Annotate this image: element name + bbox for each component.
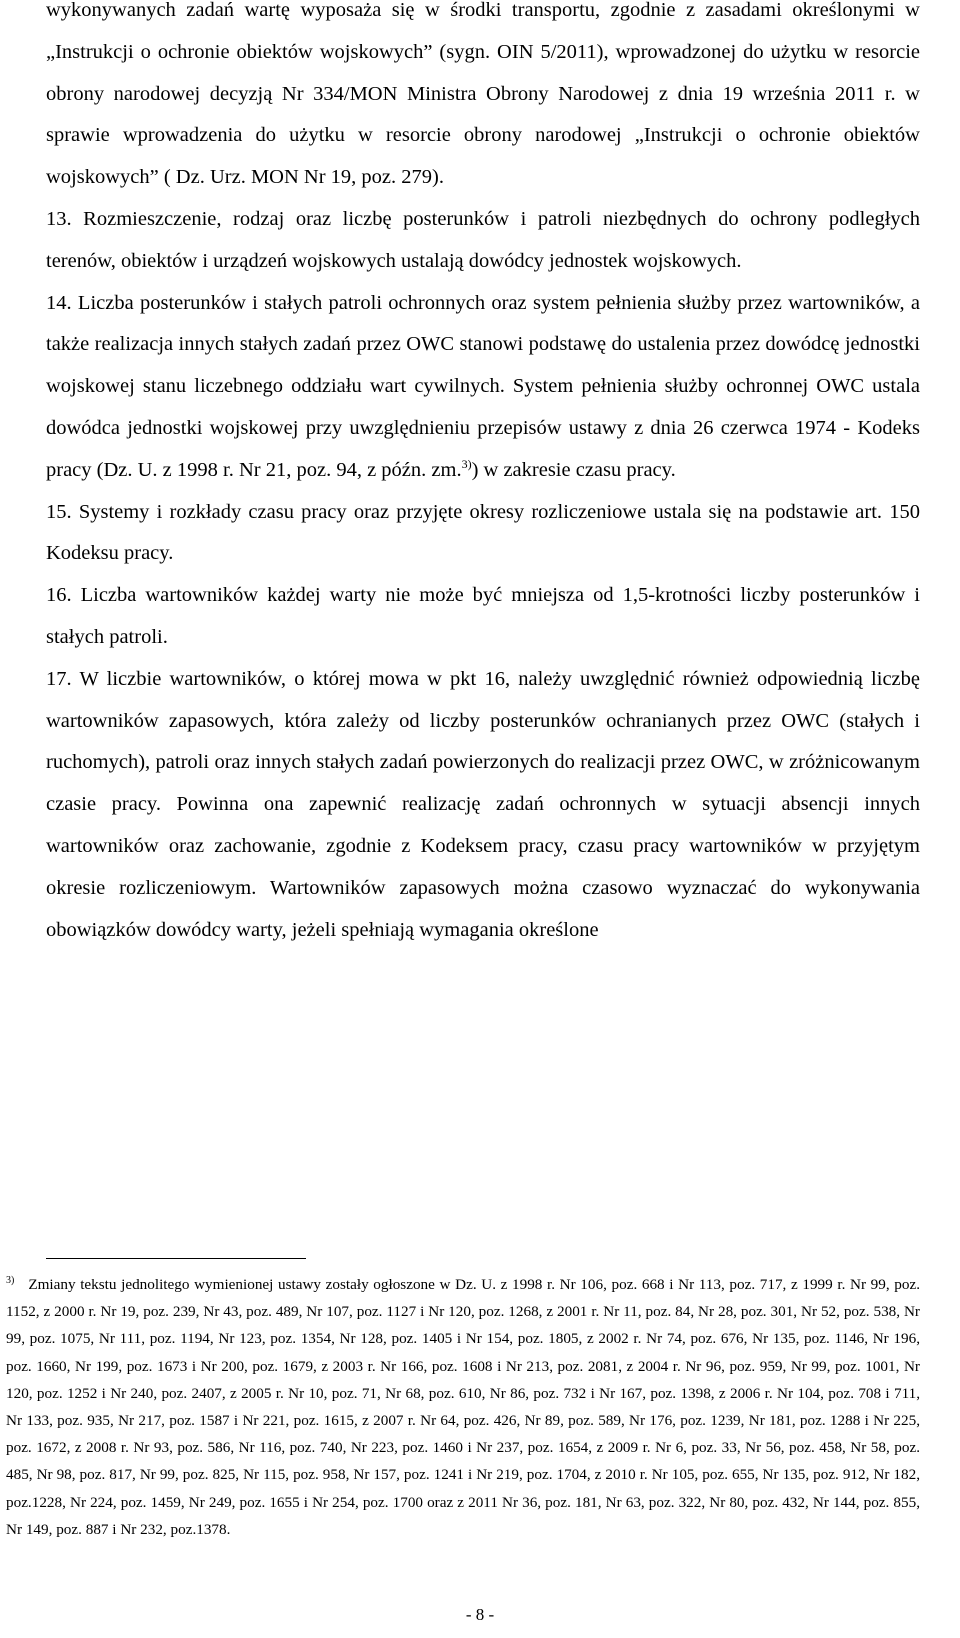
paragraph-continuation: wykonywanych zadań wartę wyposaża się w środki transportu, zgodnie z zasadami określonymi w „Instrukcji o ochronie obiektów wojskowych” (sygn. OIN 5/2011), wprowadzonej do użytku w resorcie obrony narodowej decyzją Nr 334/MON Ministra Obrony Narodowej z dnia 19 września 2011 r. w sprawie wprowadzenia do użytku w resorcie obrony narodowej „Instrukcji o ochronie obiektów wojskowych” ( Dz. Urz. MON Nr 19, poz. 279). — [46, 0, 920, 189]
paragraph-17: 17. W liczbie wartowników, o której mowa w pkt 16, należy uwzględnić również odpowiednią liczbę wartowników zapasowych, która zależy od liczby posterunków ochranianych przez OWC (stałych i ruchomych), patroli oraz innych stałych zadań powierzonych do realizacji przez OWC, w zróżnicowanym czasie pracy. Powinna ona zapewnić realizację zadań ochronnych w sytuacji absencji innych wartowników oraz zachowanie, zgodnie z Kodeksem pracy, czasu pracy wartowników w przyjętym okresie rozliczeniowym. Wartowników zapasowych można czasowo wyznaczać do wykonywania obowiązków dowódcy warty, jeżeli spełniają wymagania określone — [46, 667, 920, 941]
footnote-text: Zmiany tekstu jednolitego wymienionej ustawy zostały ogłoszone w Dz. U. z 1998 r. Nr 106, poz. 668 i Nr 113, poz. 717, z 1999 r. Nr 99, poz. 1152, z 2000 r. Nr 19, poz. 239, Nr 43, poz. 489, Nr 107, poz. 1127 i Nr 120, poz. 1268, z 2001 r. Nr 11, poz. 84, Nr 28, poz. 301, Nr 52, poz. 538, Nr 99, poz. 1075, Nr 111, poz. 1194, Nr 123, poz. 1354, Nr 128, poz. 1405 i Nr 154, poz. 1805, z 2002 r. Nr 74, poz. 676, Nr 135, poz. 1146, Nr 196, poz. 1660, Nr 199, poz. 1673 i Nr 200, poz. 1679, z 2003 r. Nr 166, poz. 1608 i Nr 213, poz. 2081, z 2004 r. Nr 96, poz. 959, Nr 99, poz. 1001, Nr 120, poz. 1252 i Nr 240, poz. 2407, z 2005 r. Nr 10, poz. 71, Nr 68, poz. 610, Nr 86, poz. 732 i Nr 167, poz. 1398, z 2006 r. Nr 104, poz. 708 i 711, Nr 133, poz. 935, Nr 217, poz. 1587 i Nr 221, poz. 1615, z 2007 r. Nr 64, poz. 426, Nr 89, poz. 589, Nr 176, poz. 1239, Nr 181, poz. 1288 i Nr 225, poz. 1672, z 2008 r. Nr 93, poz. 586, Nr 116, poz. 740, Nr 223, poz. 1460 i Nr 237, poz. 1654, z 2009 r. Nr 6, poz. 33, Nr 56, poz. 458, Nr 58, poz. 485, Nr 98, poz. 817, Nr 99, poz. 825, Nr 115, poz. 958, Nr 157, poz. 1241 i Nr 219, poz. 1704, z 2010 r. Nr 105, poz. 655, Nr 135, poz. 912, Nr 182, poz.1228, Nr 224, poz. 1459, Nr 249, poz. 1655 i Nr 254, poz. 1700 oraz z 2011 Nr 36, poz. 181, Nr 63, poz. 322, Nr 80, poz. 432, Nr 144, poz. 855, Nr 149, poz. 887 i Nr 232, poz.1378. — [6, 1276, 920, 1538]
footnote-mark: 3) — [6, 1275, 15, 1286]
paragraph-16: 16. Liczba wartowników każdej warty nie może być mniejsza od 1,5-krotności liczby posterunków i stałych patroli. — [46, 584, 920, 648]
paragraph-14-tail: ) w zakresie czasu pracy. — [471, 458, 676, 481]
document-body — [46, 0, 920, 951]
paragraph-14 — [46, 283, 920, 492]
page-number: - 8 - — [465, 1605, 495, 1624]
footnote-divider — [46, 1258, 306, 1259]
footnote-reference[interactable]: 3) — [461, 456, 472, 471]
paragraph-15: 15. Systemy i rozkłady czasu pracy oraz przyjęte okresy rozliczeniowe ustala się na podstawie art. 150 Kodeksu pracy. — [46, 500, 920, 565]
paragraph-13: 13. Rozmieszczenie, rodzaj oraz liczbę posterunków i patroli niezbędnych do ochrony podległych terenów, obiektów i urządzeń wojskowych ustalają dowódcy jednostek wojskowych. — [46, 207, 920, 272]
footnote-3 — [6, 1267, 920, 1543]
paragraph-14-text: 14. Liczba posterunków i stałych patroli ochronnych oraz system pełnienia służby przez wartowników, a także realizacja innych stałych zadań przez OWC stanowi podstawę do ustalenia przez dowódcę jednostki wojskowej stanu liczebnego oddziału wart cywilnych. System pełnienia służby ochronnej OWC ustala dowódca jednostki wojskowej przy uwzględnieniu przepisów ustawy z dnia 26 czerwca 1974 - Kodeks pracy (Dz. U. z 1998 r. Nr 21, poz. 94, z późn. zm. — [46, 291, 920, 481]
